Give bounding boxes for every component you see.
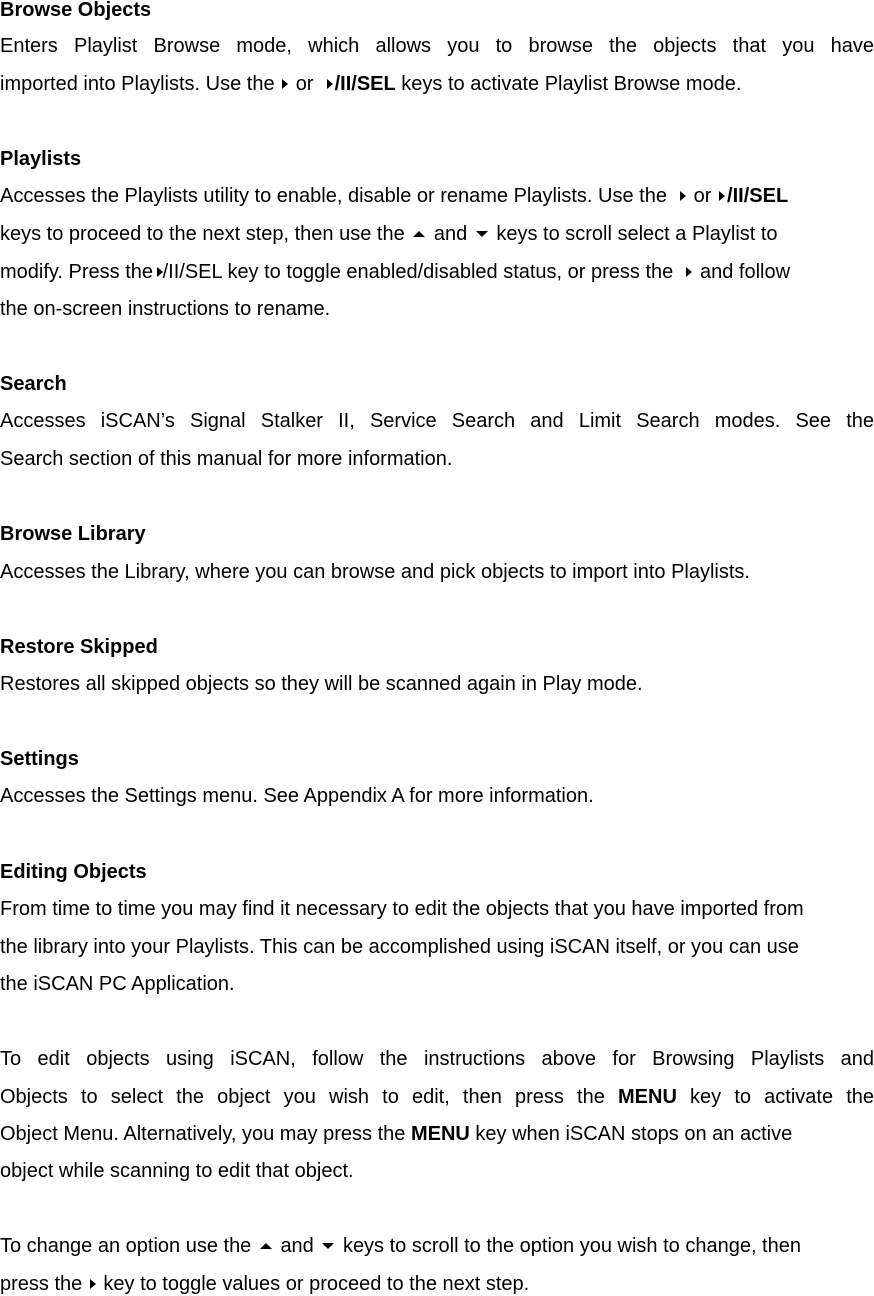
browse-objects-heading: Browse Objects [0,0,152,21]
edit-paragraph-line-2: Objects to select the object you wish to edit, then press the MENU key to activate the [0,1086,874,1108]
right-arrow-key-icon [680,191,686,201]
change-paragraph-line-2: press the key to toggle values or proceed to the next step. [0,1273,530,1295]
settings-heading: Settings [0,748,79,770]
down-arrow-key-icon [476,231,488,237]
search-line-2: Search section of this manual for more information. [0,448,453,470]
play-pause-key-icon [719,191,725,201]
browse-library-heading: Browse Library [0,523,146,545]
search-heading: Search [0,373,67,395]
up-arrow-key-icon [260,1243,272,1249]
right-arrow-key-icon [90,1279,96,1289]
change-paragraph-line-1: To change an option use the and keys to scroll to the option you wish to change, then [0,1235,801,1257]
search-line-1: Accesses iSCAN’s Signal Stalker II, Service Search and Limit Search modes. See the [0,410,874,432]
editing-objects-line-1: From time to time you may find it necessary to edit the objects that you have imported from [0,898,804,920]
playlists-line-3: modify. Press the /II/SEL key to toggle enabled/disabled status, or press the and follow [0,261,791,283]
play-pause-key-icon [327,79,333,89]
restore-skipped-line-1: Restores all skipped objects so they will be scanned again in Play mode. [0,673,643,695]
browse-objects-line-1: Enters Playlist Browse mode, which allows you to browse the objects that you have [0,35,874,57]
playlists-line-4: the on-screen instructions to rename. [0,298,331,320]
playlists-line-2: keys to proceed to the next step, then use the and keys to scroll select a Playlist to [0,223,778,245]
browse-library-line-1: Accesses the Library, where you can browse and pick objects to import into Playlists. [0,561,750,583]
playlists-heading: Playlists [0,148,82,170]
restore-skipped-heading: Restore Skipped [0,636,158,658]
settings-line-1: Accesses the Settings menu. See Appendix A for more information. [0,785,594,807]
edit-paragraph-line-3: Object Menu. Alternatively, you may press the MENU key when iSCAN stops on an active [0,1123,793,1145]
up-arrow-key-icon [413,231,425,237]
down-arrow-key-icon [322,1243,334,1249]
edit-paragraph-line-4: object while scanning to edit that object. [0,1160,354,1182]
play-pause-key-icon [157,267,163,277]
playlists-line-1: Accesses the Playlists utility to enable, disable or rename Playlists. Use the or /II/SEL [0,185,789,207]
browse-objects-line-2: imported into Playlists. Use the or /II/SEL keys to activate Playlist Browse mode. [0,73,742,95]
editing-objects-line-3: the iSCAN PC Application. [0,973,235,995]
edit-paragraph-line-1: To edit objects using iSCAN, follow the instructions above for Browsing Playlists and [0,1048,874,1070]
editing-objects-line-2: the library into your Playlists. This can be accomplished using iSCAN itself, or you can use [0,936,799,958]
right-arrow-key-icon [282,79,288,89]
right-arrow-key-icon [686,267,692,277]
editing-objects-heading: Editing Objects [0,861,147,883]
